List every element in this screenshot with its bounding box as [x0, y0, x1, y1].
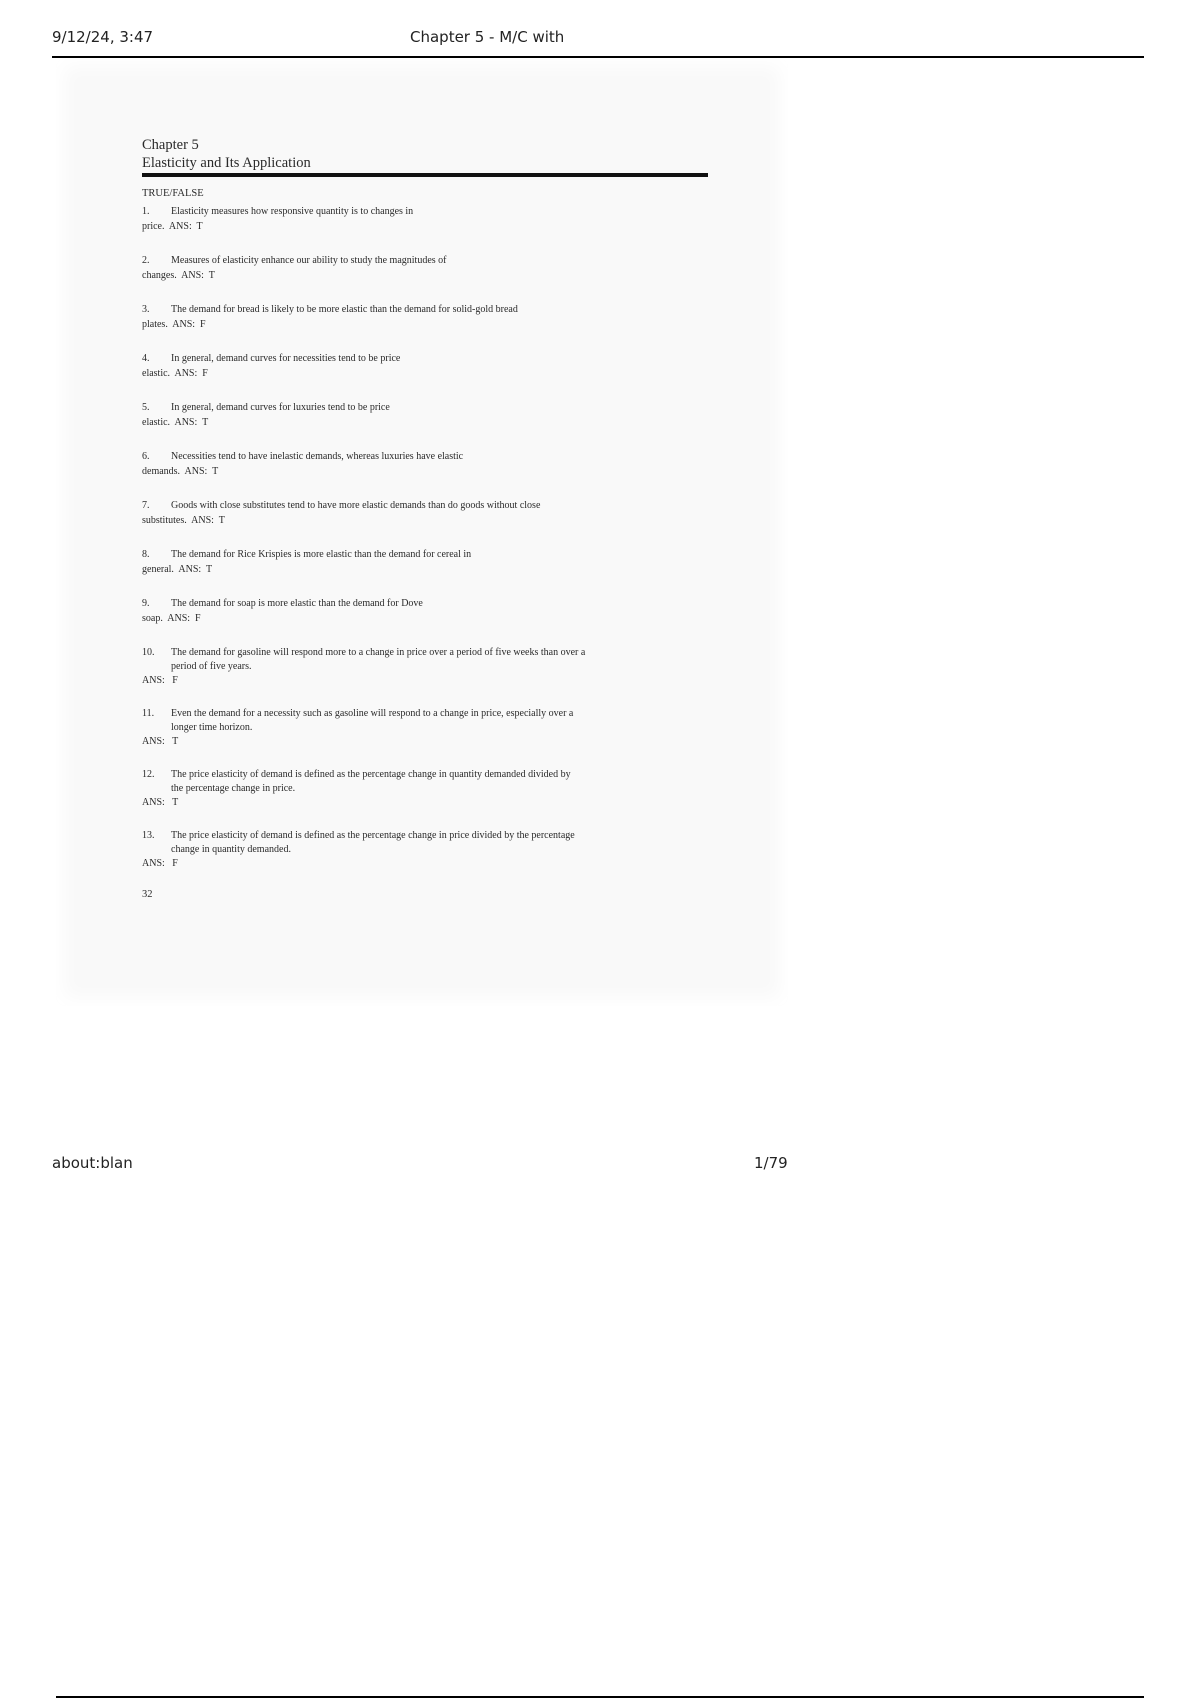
question-answer: ANS: T	[142, 797, 179, 808]
question-answer: elastic. ANS: F	[142, 368, 208, 379]
question-number: 11.	[142, 708, 155, 719]
page-number: 32	[142, 889, 153, 900]
question-text: The demand for soap is more elastic than the demand for Dove	[171, 598, 423, 609]
question-number: 9.	[142, 598, 150, 609]
question-text: The demand for Rice Krispies is more elastic than the demand for cereal in	[171, 549, 472, 560]
question-text: Measures of elasticity enhance our ability to study the magnitudes of	[171, 255, 447, 266]
question-text-continued: longer time horizon.	[171, 722, 253, 733]
question-item	[142, 645, 708, 688]
question-line	[142, 253, 708, 268]
question-number: 1.	[142, 206, 150, 217]
question-item	[142, 498, 708, 528]
question-text: Even the demand for a necessity such as gasoline will respond to a change in price, especially over a	[171, 708, 574, 719]
question-number: 13.	[142, 830, 155, 841]
question-number: 12.	[142, 769, 155, 780]
question-number: 8.	[142, 549, 150, 560]
question-line	[142, 706, 708, 721]
chapter-title: Elasticity and Its Application	[142, 155, 311, 171]
document-content	[142, 136, 708, 900]
section-label: TRUE/FALSE	[142, 188, 204, 199]
question-number: 3.	[142, 304, 150, 315]
question-item	[142, 767, 708, 810]
question-line	[142, 400, 708, 415]
question-text: The price elasticity of demand is defined as the percentage change in price divided by the percentage	[171, 830, 575, 841]
question-answer: general. ANS: T	[142, 564, 213, 575]
question-item	[142, 547, 708, 577]
print-header	[52, 26, 1144, 58]
question-text: In general, demand curves for necessities tend to be price	[171, 353, 401, 364]
question-answer: changes. ANS: T	[142, 270, 215, 281]
question-answer: substitutes. ANS: T	[142, 515, 225, 526]
question-line	[142, 596, 708, 611]
question-text-continued: period of five years.	[171, 661, 252, 672]
print-datetime: 9/12/24, 3:47	[52, 28, 154, 46]
question-line	[142, 204, 708, 219]
question-answer: plates. ANS: F	[142, 319, 206, 330]
question-answer: price. ANS: T	[142, 221, 203, 232]
question-item	[142, 706, 708, 749]
question-text: The price elasticity of demand is defined as the percentage change in quantity demanded divided by	[171, 769, 571, 780]
question-item	[142, 828, 708, 871]
question-text: Elasticity measures how responsive quantity is to changes in	[171, 206, 414, 217]
question-line	[142, 302, 708, 317]
question-number: 2.	[142, 255, 150, 266]
question-item	[142, 302, 708, 332]
question-answer: elastic. ANS: T	[142, 417, 209, 428]
question-text: The demand for bread is likely to be more elastic than the demand for solid-gold bread	[171, 304, 518, 315]
question-number: 7.	[142, 500, 150, 511]
question-line	[142, 547, 708, 562]
question-item	[142, 253, 708, 283]
question-line	[142, 828, 708, 843]
question-number: 5.	[142, 402, 150, 413]
question-list	[142, 204, 708, 871]
question-text: In general, demand curves for luxuries tend to be price	[171, 402, 390, 413]
question-item	[142, 449, 708, 479]
question-text: Necessities tend to have inelastic demands, whereas luxuries have elastic	[171, 451, 464, 462]
question-text-continued: the percentage change in price.	[171, 783, 296, 794]
print-title: Chapter 5 - M/C with	[410, 28, 565, 46]
question-answer: demands. ANS: T	[142, 466, 219, 477]
question-item	[142, 351, 708, 381]
question-answer: soap. ANS: F	[142, 613, 201, 624]
question-line	[142, 645, 708, 660]
question-line	[142, 351, 708, 366]
footer-divider	[56, 1696, 1144, 1698]
question-text-continued: change in quantity demanded.	[171, 844, 291, 855]
question-item	[142, 400, 708, 430]
print-footer-page: 1/79	[754, 1154, 788, 1172]
question-text: The demand for gasoline will respond more to a change in price over a period of five weeks than over a	[171, 647, 586, 658]
question-answer: ANS: F	[142, 675, 178, 686]
question-number: 6.	[142, 451, 150, 462]
question-number: 10.	[142, 647, 155, 658]
question-answer: ANS: T	[142, 736, 179, 747]
question-text: Goods with close substitutes tend to have more elastic demands than do goods without close	[171, 500, 541, 511]
print-footer-url: about:blan	[52, 1154, 133, 1172]
question-line	[142, 449, 708, 464]
question-answer: ANS: F	[142, 858, 178, 869]
question-item	[142, 204, 708, 234]
question-line	[142, 498, 708, 513]
chapter-number: Chapter 5	[142, 137, 199, 153]
chapter-divider	[142, 173, 708, 177]
question-line	[142, 767, 708, 782]
question-item	[142, 596, 708, 626]
question-number: 4.	[142, 353, 150, 364]
